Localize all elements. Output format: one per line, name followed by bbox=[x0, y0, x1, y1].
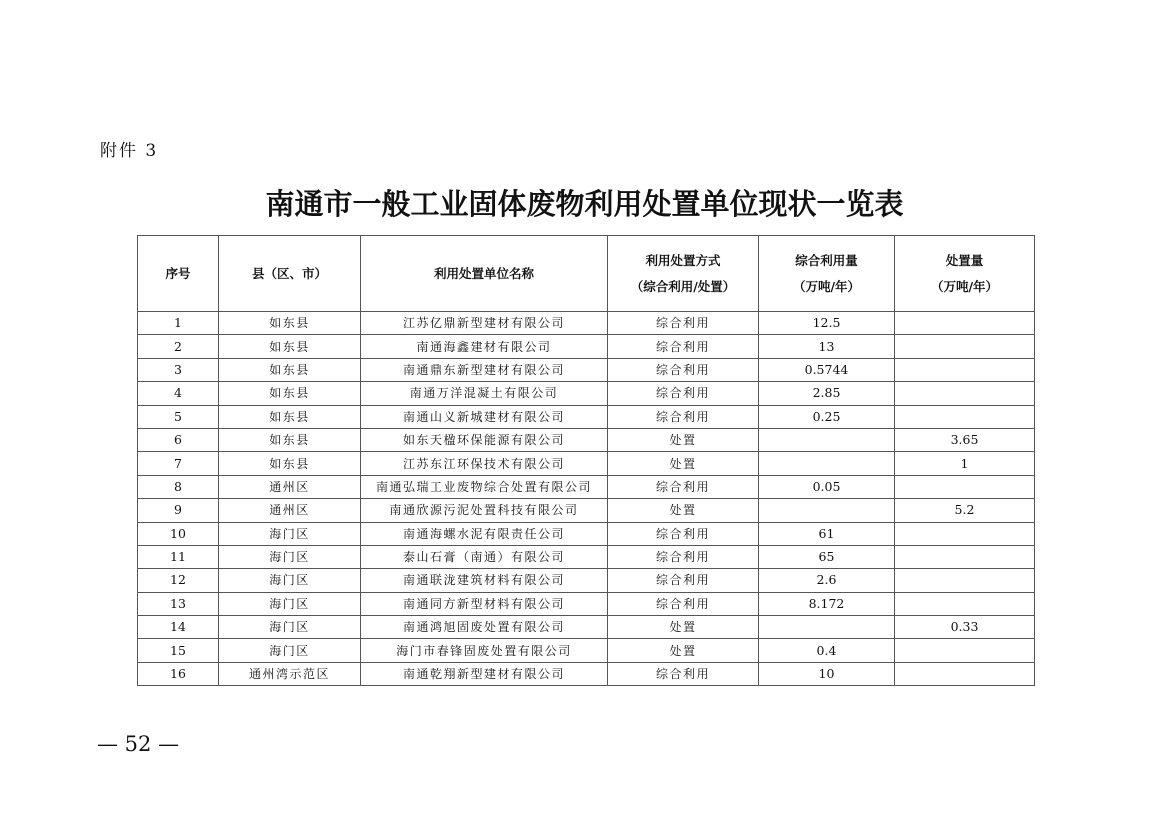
cell-utilization: 0.5744 bbox=[759, 358, 895, 381]
cell-utilization bbox=[759, 452, 895, 475]
cell-district: 通州区 bbox=[219, 475, 361, 498]
cell-district: 如东县 bbox=[219, 335, 361, 358]
header-name: 利用处置单位名称 bbox=[361, 236, 608, 312]
cell-name: 南通山义新城建材有限公司 bbox=[361, 405, 608, 428]
cell-district: 通州湾示范区 bbox=[219, 662, 361, 685]
table-row bbox=[138, 405, 1035, 428]
cell-disposal: 5.2 bbox=[895, 499, 1035, 522]
table-row bbox=[138, 662, 1035, 685]
cell-name: 南通海螺水泥有限责任公司 bbox=[361, 522, 608, 545]
header-utilization bbox=[759, 236, 895, 312]
cell-district: 海门区 bbox=[219, 569, 361, 592]
cell-district: 如东县 bbox=[219, 428, 361, 451]
header-method-line2: （综合利用/处置） bbox=[630, 278, 736, 294]
table-row bbox=[138, 312, 1035, 335]
header-utilization-line2: （万吨/年） bbox=[792, 278, 861, 294]
cell-disposal bbox=[895, 312, 1035, 335]
cell-name: 江苏亿鼎新型建材有限公司 bbox=[361, 312, 608, 335]
cell-name: 泰山石膏（南通）有限公司 bbox=[361, 545, 608, 568]
page-number: — 52 — bbox=[97, 732, 180, 756]
cell-name: 南通万洋混凝土有限公司 bbox=[361, 382, 608, 405]
cell-method: 综合利用 bbox=[608, 569, 759, 592]
cell-method: 综合利用 bbox=[608, 312, 759, 335]
header-method-line1: 利用处置方式 bbox=[645, 252, 721, 268]
cell-utilization: 10 bbox=[759, 662, 895, 685]
cell-disposal bbox=[895, 475, 1035, 498]
document-title: 南通市一般工业固体废物利用处置单位现状一览表 bbox=[265, 187, 904, 221]
cell-method: 综合利用 bbox=[608, 545, 759, 568]
table-row bbox=[138, 639, 1035, 662]
cell-disposal bbox=[895, 522, 1035, 545]
cell-district: 如东县 bbox=[219, 382, 361, 405]
cell-disposal bbox=[895, 358, 1035, 381]
table-row bbox=[138, 382, 1035, 405]
cell-disposal: 3.65 bbox=[895, 428, 1035, 451]
cell-utilization: 2.85 bbox=[759, 382, 895, 405]
cell-disposal: 0.33 bbox=[895, 616, 1035, 639]
cell-index: 12 bbox=[138, 569, 219, 592]
cell-district: 海门区 bbox=[219, 592, 361, 615]
cell-method: 处置 bbox=[608, 639, 759, 662]
cell-index: 5 bbox=[138, 405, 219, 428]
cell-index: 13 bbox=[138, 592, 219, 615]
table-row bbox=[138, 358, 1035, 381]
header-utilization-line1: 综合利用量 bbox=[795, 252, 858, 268]
header-disposal bbox=[895, 236, 1035, 312]
attachment-label: 附件 3 bbox=[100, 141, 159, 161]
cell-utilization: 0.05 bbox=[759, 475, 895, 498]
cell-disposal bbox=[895, 569, 1035, 592]
header-disposal-line2: （万吨/年） bbox=[930, 278, 999, 294]
cell-utilization: 8.172 bbox=[759, 592, 895, 615]
header-method bbox=[608, 236, 759, 312]
cell-index: 8 bbox=[138, 475, 219, 498]
cell-district: 海门区 bbox=[219, 545, 361, 568]
cell-district: 海门区 bbox=[219, 616, 361, 639]
cell-disposal bbox=[895, 662, 1035, 685]
cell-index: 11 bbox=[138, 545, 219, 568]
cell-name: 南通联泷建筑材料有限公司 bbox=[361, 569, 608, 592]
cell-district: 如东县 bbox=[219, 312, 361, 335]
table-row bbox=[138, 499, 1035, 522]
table-row bbox=[138, 335, 1035, 358]
table-row bbox=[138, 592, 1035, 615]
cell-district: 如东县 bbox=[219, 358, 361, 381]
cell-disposal bbox=[895, 335, 1035, 358]
cell-utilization: 61 bbox=[759, 522, 895, 545]
cell-method: 综合利用 bbox=[608, 335, 759, 358]
table-row bbox=[138, 545, 1035, 568]
cell-utilization: 65 bbox=[759, 545, 895, 568]
cell-name: 南通鸿旭固废处置有限公司 bbox=[361, 616, 608, 639]
cell-method: 综合利用 bbox=[608, 662, 759, 685]
cell-method: 综合利用 bbox=[608, 475, 759, 498]
cell-utilization: 0.25 bbox=[759, 405, 895, 428]
cell-disposal bbox=[895, 639, 1035, 662]
cell-index: 2 bbox=[138, 335, 219, 358]
cell-utilization: 0.4 bbox=[759, 639, 895, 662]
cell-index: 16 bbox=[138, 662, 219, 685]
cell-index: 14 bbox=[138, 616, 219, 639]
cell-method: 处置 bbox=[608, 452, 759, 475]
cell-index: 10 bbox=[138, 522, 219, 545]
cell-method: 综合利用 bbox=[608, 592, 759, 615]
cell-name: 南通弘瑞工业废物综合处置有限公司 bbox=[361, 475, 608, 498]
cell-method: 处置 bbox=[608, 616, 759, 639]
cell-method: 处置 bbox=[608, 428, 759, 451]
cell-utilization: 2.6 bbox=[759, 569, 895, 592]
cell-index: 7 bbox=[138, 452, 219, 475]
cell-index: 3 bbox=[138, 358, 219, 381]
cell-utilization bbox=[759, 499, 895, 522]
cell-disposal: 1 bbox=[895, 452, 1035, 475]
cell-index: 6 bbox=[138, 428, 219, 451]
cell-index: 9 bbox=[138, 499, 219, 522]
table-row bbox=[138, 475, 1035, 498]
table-row bbox=[138, 569, 1035, 592]
cell-name: 南通欣源污泥处置科技有限公司 bbox=[361, 499, 608, 522]
cell-district: 通州区 bbox=[219, 499, 361, 522]
cell-index: 1 bbox=[138, 312, 219, 335]
cell-method: 综合利用 bbox=[608, 522, 759, 545]
table-row bbox=[138, 522, 1035, 545]
header-index: 序号 bbox=[138, 236, 219, 312]
cell-district: 海门区 bbox=[219, 639, 361, 662]
header-disposal-line1: 处置量 bbox=[945, 252, 984, 268]
cell-district: 海门区 bbox=[219, 522, 361, 545]
cell-index: 15 bbox=[138, 639, 219, 662]
cell-utilization bbox=[759, 616, 895, 639]
cell-district: 如东县 bbox=[219, 452, 361, 475]
cell-name: 如东天楹环保能源有限公司 bbox=[361, 428, 608, 451]
table-row bbox=[138, 428, 1035, 451]
table-row bbox=[138, 452, 1035, 475]
facilities-table bbox=[137, 235, 1035, 686]
cell-method: 综合利用 bbox=[608, 405, 759, 428]
cell-name: 江苏东江环保技术有限公司 bbox=[361, 452, 608, 475]
cell-method: 处置 bbox=[608, 499, 759, 522]
cell-name: 南通乾翔新型建材有限公司 bbox=[361, 662, 608, 685]
cell-disposal bbox=[895, 382, 1035, 405]
cell-district: 如东县 bbox=[219, 405, 361, 428]
cell-method: 综合利用 bbox=[608, 382, 759, 405]
cell-disposal bbox=[895, 545, 1035, 568]
cell-name: 南通海鑫建材有限公司 bbox=[361, 335, 608, 358]
cell-name: 南通同方新型材料有限公司 bbox=[361, 592, 608, 615]
cell-method: 综合利用 bbox=[608, 358, 759, 381]
table-header-row bbox=[138, 236, 1035, 312]
table-row bbox=[138, 616, 1035, 639]
cell-index: 4 bbox=[138, 382, 219, 405]
cell-utilization: 13 bbox=[759, 335, 895, 358]
cell-disposal bbox=[895, 405, 1035, 428]
cell-disposal bbox=[895, 592, 1035, 615]
cell-name: 南通鼎东新型建材有限公司 bbox=[361, 358, 608, 381]
cell-utilization: 12.5 bbox=[759, 312, 895, 335]
cell-utilization bbox=[759, 428, 895, 451]
cell-name: 海门市春锋固废处置有限公司 bbox=[361, 639, 608, 662]
header-district: 县（区、市） bbox=[219, 236, 361, 312]
